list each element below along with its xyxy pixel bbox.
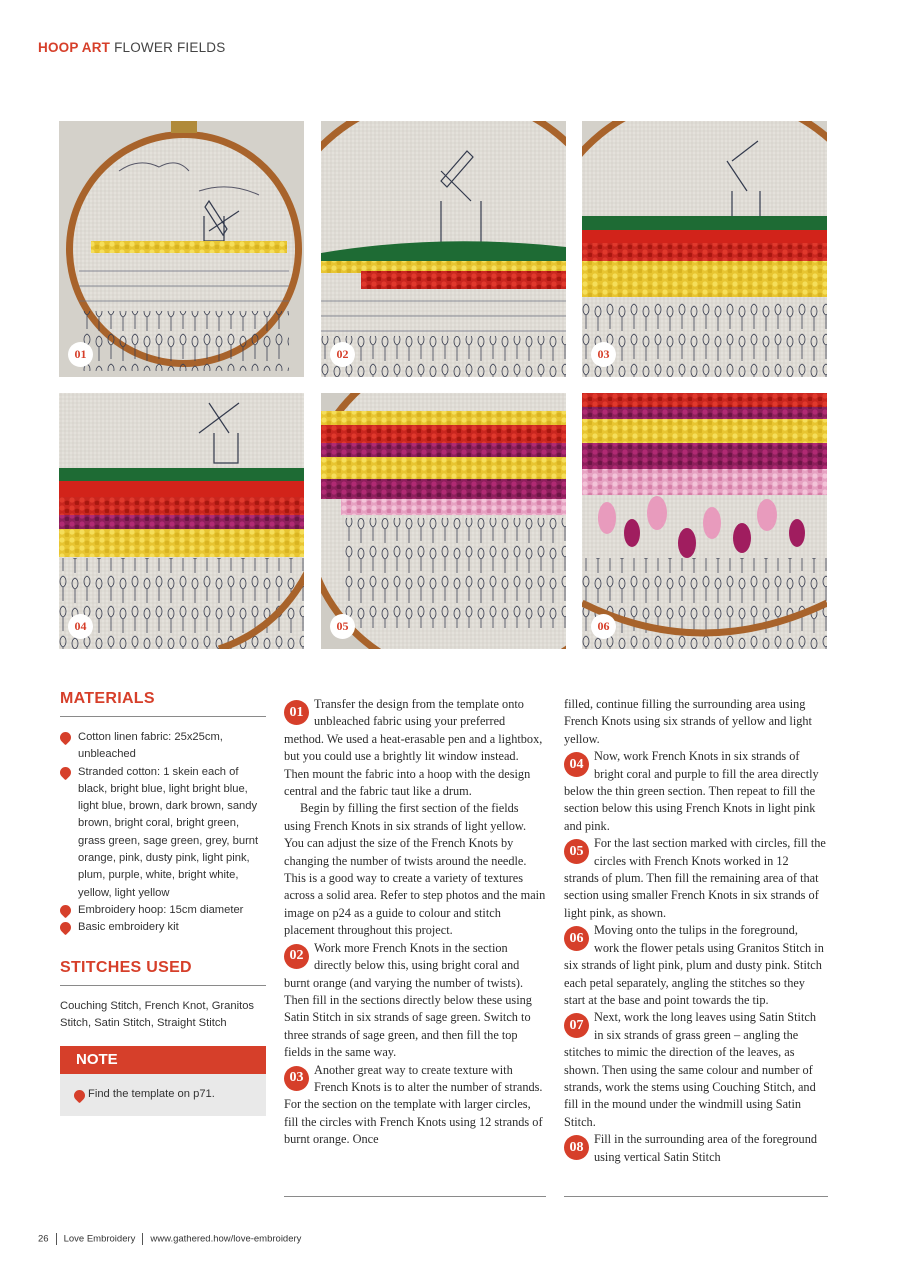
magazine-name: Love Embroidery	[63, 1233, 136, 1245]
section-kicker: HOOP ART	[38, 40, 111, 55]
page-header	[38, 40, 225, 55]
tulip-bullet-icon	[58, 903, 74, 919]
step-number: 06	[564, 926, 589, 951]
article-title: FLOWER FIELDS	[114, 40, 226, 55]
column-divider	[564, 1196, 828, 1197]
step-photo-3	[582, 121, 827, 377]
step-01: 01 Transfer the design from the template onto unbleached fabric using your preferred method. We used a heat-erasable pen and a lightbox, but you could use a brightly lit window instead. Then mount the fabric into a hoop with the design central and the fabric taut like a drum.	[284, 697, 543, 799]
step-01-continued: Begin by filling the first section of the fields using French Knots in six strands of light yellow. You can adjust the size of the French Knots by changing the number of twists around the needle. This is a good way to create a variety of textures across a solid area. Refer to step photos and the main image on p24 as a guide to colour and stitch placement throughout this project.	[284, 801, 546, 938]
step-02: 02 Work more French Knots in the section directly below this, using bright coral and burnt orange (and varying the number of twists). Then fill in the sections directly below these using Satin Stitch in six strands of sage green. Switch to three strands of sage green, and then fill the top fields in the same way.	[284, 940, 532, 1060]
stitches-heading: STITCHES USED	[60, 959, 266, 986]
sidebar	[60, 690, 266, 1116]
step-08: 08 Fill in the surrounding area of the foreground using vertical Satin Stitch	[564, 1131, 826, 1166]
step-photo-6	[582, 393, 827, 649]
step-07: 07 Next, work the long leaves using Satin Stitch in six strands of grass green – angling the stitches to mimic the direction of the leaves, as shown. Then using the same colour and number of strands, work the stems using Couching Stitch, and fill in the mound under the windmill using Satin Stitch.	[564, 1010, 816, 1129]
step-badge: 05	[330, 614, 355, 639]
step-06: 06 Moving onto the tulips in the foreground, work the flower petals using Granitos Stitch in six strands of light pink, plum and dusty pink. Stitch each petal separately, angling the stitches so they start at the base and point towards the tip.	[564, 923, 824, 1007]
step-number: 08	[564, 1135, 589, 1160]
step-05: 05 For the last section marked with circles, fill the circles with French Knots worked in 12 strands of plum. Then fill the remaining area of that section using smaller French Knots in six strands of light pink, as shown.	[564, 836, 826, 920]
tulip-bullet-icon	[58, 764, 74, 780]
step-badge: 04	[68, 614, 93, 639]
tulip-bullet-icon	[72, 1088, 88, 1104]
step-photo-1	[59, 121, 304, 377]
step-badge: 02	[330, 342, 355, 367]
tulip-bullet-icon	[58, 920, 74, 936]
materials-heading: MATERIALS	[60, 690, 266, 717]
step-photo-4	[59, 393, 304, 649]
step-number: 03	[284, 1066, 309, 1091]
step-badge: 01	[68, 342, 93, 367]
step-badge: 06	[591, 614, 616, 639]
list-item: Embroidery hoop: 15cm diameter	[60, 902, 266, 919]
list-item: Basic embroidery kit	[60, 919, 266, 936]
instructions-column-2	[564, 696, 826, 1166]
step-number: 04	[564, 752, 589, 777]
step-photo-2	[321, 121, 566, 377]
materials-list	[60, 729, 266, 937]
step-04: 04 Now, work French Knots in six strands of bright coral and purple to fill the area directly below the thin green section. Then repeat to fill the section below this using French Knots in light pink and pink.	[564, 749, 819, 833]
step-number: 01	[284, 700, 309, 725]
step-03: 03 Another great way to create texture with French Knots is to alter the number of strands. For the section on the template with larger circles, fill the circles with French Knots using 12 strands of burnt orange. Once	[284, 1062, 543, 1147]
page-footer	[38, 1233, 301, 1245]
step-number: 05	[564, 839, 589, 864]
list-item: Cotton linen fabric: 25x25cm, unbleached	[60, 729, 266, 764]
note-text: Find the template on p71.	[88, 1088, 215, 1101]
stitches-text: Couching Stitch, French Knot, Granitos Stitch, Satin Stitch, Straight Stitch	[60, 999, 255, 1029]
list-item: Stranded cotton: 1 skein each of black, bright blue, light bright blue, light blue, brown, dark brown, sandy brown, bright coral, bright green, grass green, sage green, grey, burnt orange, pink, dusty pink, light pink, plum, purple, white, bright white, yellow, light yellow	[60, 764, 266, 902]
note-box	[60, 1074, 266, 1116]
step-photo-5	[321, 393, 566, 649]
step-number: 02	[284, 944, 309, 969]
tulip-bullet-icon	[58, 730, 74, 746]
step-badge: 03	[591, 342, 616, 367]
step-03-continued: filled, continue filling the surrounding area using French Knots using six strands of yellow and light yellow.	[564, 697, 812, 746]
website-link[interactable]: www.gathered.how/love-embroidery	[150, 1233, 302, 1245]
step-number: 07	[564, 1013, 589, 1038]
instructions-column-1	[284, 696, 546, 1149]
column-divider	[284, 1196, 546, 1197]
note-heading: NOTE	[60, 1046, 266, 1074]
page-number: 26	[38, 1233, 49, 1245]
